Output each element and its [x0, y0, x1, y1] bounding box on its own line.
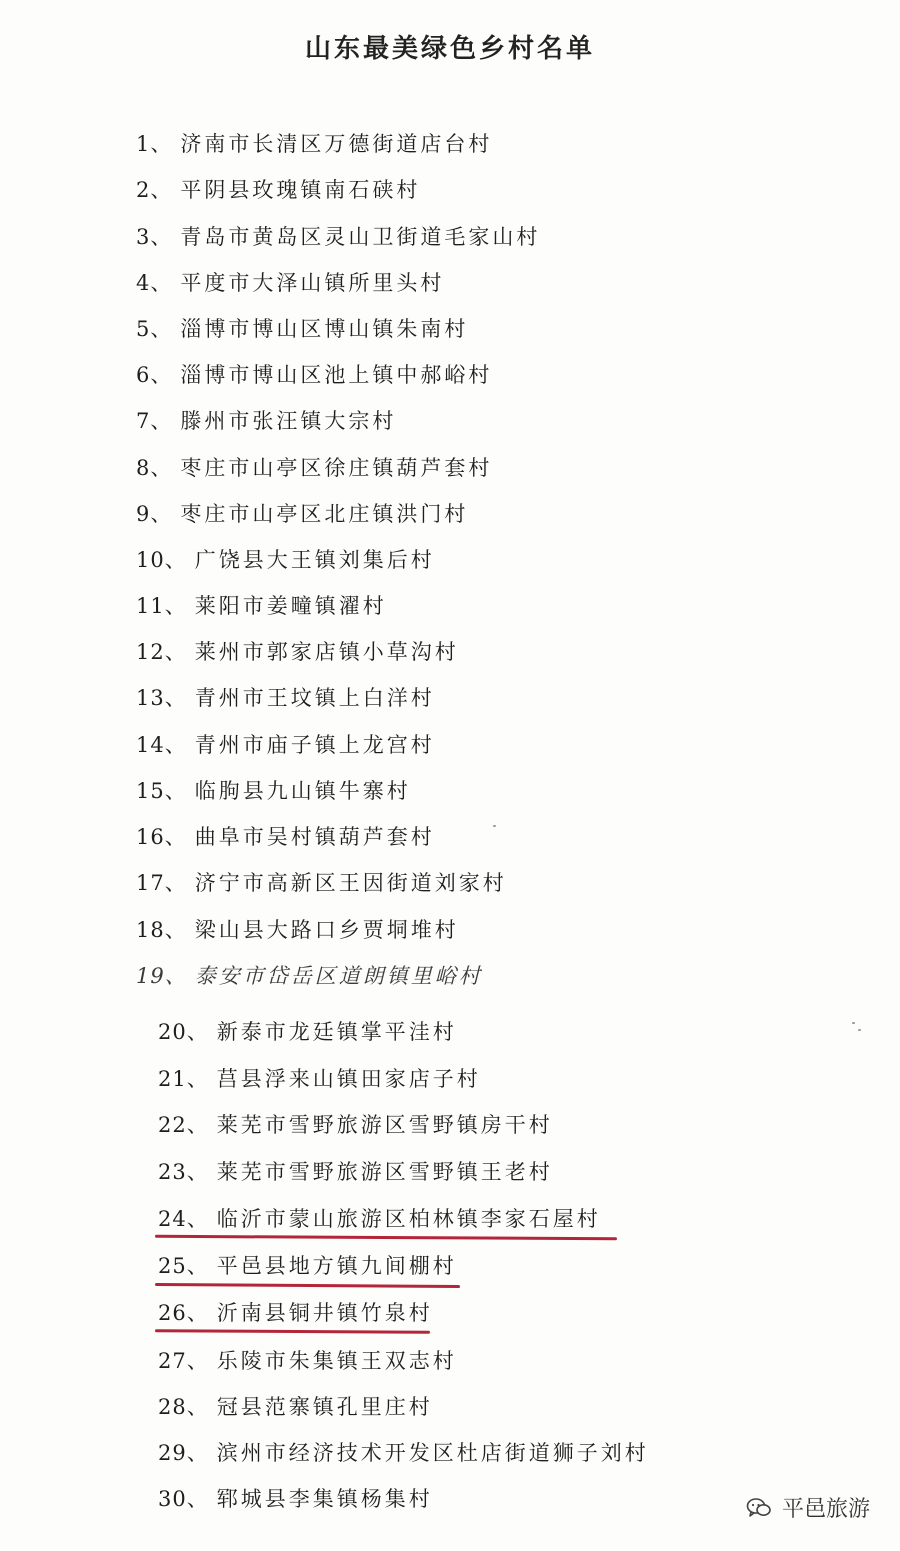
item-separator: 、: [164, 871, 189, 895]
item-name: 莱芜市雪野旅游区雪野镇王老村: [216, 1160, 553, 1184]
item-separator: 、: [186, 1113, 211, 1137]
item-separator: 、: [150, 317, 175, 341]
item-name: 平度市大泽山镇所里头村: [180, 271, 445, 295]
item-separator: 、: [150, 456, 175, 480]
item-number: 18: [136, 918, 165, 942]
item-name: 冠县范寨镇孔里庄村: [216, 1395, 433, 1419]
item-number: 26: [158, 1301, 187, 1325]
item-separator: 、: [150, 271, 175, 295]
item-separator: 、: [164, 825, 189, 849]
item-number: 13: [136, 686, 165, 710]
item-name: 青州市庙子镇上龙宫村: [194, 733, 435, 757]
list-item: [136, 866, 507, 900]
item-separator: 、: [186, 1395, 211, 1419]
list-item: [136, 404, 396, 438]
list-item: [136, 127, 492, 161]
item-number: 1: [136, 132, 151, 156]
list-item: [158, 1108, 553, 1142]
list-item: [158, 1202, 601, 1236]
scan-speck: [493, 825, 496, 827]
list-item: [158, 1249, 457, 1283]
item-number: 3: [136, 225, 151, 249]
item-number: 9: [136, 502, 151, 526]
item-name: 乐陵市朱集镇王双志村: [216, 1349, 457, 1373]
item-number: 12: [136, 640, 165, 664]
item-name: 郓城县李集镇杨集村: [216, 1487, 433, 1511]
item-number: 4: [136, 271, 151, 295]
item-number: 10: [136, 548, 165, 572]
list-item: [158, 1296, 433, 1330]
item-separator: 、: [150, 502, 175, 526]
item-separator: 、: [186, 1207, 211, 1231]
item-number: 23: [158, 1160, 187, 1184]
item-number: 28: [158, 1395, 187, 1419]
item-separator: 、: [150, 363, 175, 387]
item-name: 济南市长清区万德街道店台村: [180, 132, 493, 156]
item-separator: 、: [186, 1441, 211, 1465]
wechat-icon: [746, 1497, 772, 1519]
item-separator: 、: [164, 964, 189, 988]
item-name: 临沂市蒙山旅游区柏林镇李家石屋村: [216, 1207, 601, 1231]
list-item: [136, 589, 387, 623]
item-separator: 、: [186, 1301, 211, 1325]
item-number: 25: [158, 1254, 187, 1278]
list-item: [136, 774, 411, 808]
item-separator: 、: [186, 1254, 211, 1278]
list-item: [136, 497, 468, 531]
item-name: 梁山县大路口乡贾垌堆村: [194, 918, 459, 942]
item-name: 淄博市博山区池上镇中郝峪村: [180, 363, 493, 387]
item-separator: 、: [164, 779, 189, 803]
list-item: [136, 820, 435, 854]
item-number: 30: [158, 1487, 187, 1511]
item-name: 莱阳市姜疃镇濯村: [194, 594, 387, 618]
scan-speck: [852, 1022, 855, 1024]
document-title: 山东最美绿色乡村名单: [304, 34, 595, 64]
list-item: [158, 1155, 553, 1189]
item-name: 枣庄市山亭区徐庄镇葫芦套村: [180, 456, 493, 480]
list-item: [136, 358, 492, 392]
list-item: [158, 1344, 457, 1378]
list-item: [136, 543, 435, 577]
item-separator: 、: [164, 686, 189, 710]
list-item: [158, 1015, 457, 1049]
item-name: 广饶县大王镇刘集后村: [194, 548, 435, 572]
item-separator: 、: [186, 1349, 211, 1373]
list-item: [158, 1482, 433, 1516]
item-number: 7: [136, 409, 151, 433]
item-number: 27: [158, 1349, 187, 1373]
list-item: [158, 1390, 433, 1424]
item-name: 莱芜市雪野旅游区雪野镇房干村: [216, 1113, 553, 1137]
list-item: [136, 913, 459, 947]
item-name: 济宁市高新区王因街道刘家村: [194, 871, 507, 895]
list-item: [136, 451, 492, 485]
item-number: 8: [136, 456, 151, 480]
item-name: 临朐县九山镇牛寨村: [194, 779, 411, 803]
item-separator: 、: [150, 409, 175, 433]
item-name: 青州市王坟镇上白洋村: [194, 686, 435, 710]
item-separator: 、: [150, 225, 175, 249]
item-name: 平阴县玫瑰镇南石硖村: [180, 178, 421, 202]
item-number: 6: [136, 363, 151, 387]
item-name: 青岛市黄岛区灵山卫街道毛家山村: [180, 225, 541, 249]
item-separator: 、: [186, 1020, 211, 1044]
item-number: 16: [136, 825, 165, 849]
item-separator: 、: [186, 1067, 211, 1091]
item-name: 沂南县铜井镇竹泉村: [216, 1301, 433, 1325]
list-item: [136, 635, 459, 669]
item-name: 枣庄市山亭区北庄镇洪门村: [180, 502, 469, 526]
item-separator: 、: [164, 548, 189, 572]
item-name: 淄博市博山区博山镇朱南村: [180, 317, 469, 341]
list-item: [136, 266, 444, 300]
item-separator: 、: [186, 1487, 211, 1511]
item-name: 新泰市龙廷镇掌平洼村: [216, 1020, 457, 1044]
item-number: 20: [158, 1020, 187, 1044]
item-separator: 、: [150, 178, 175, 202]
item-separator: 、: [186, 1160, 211, 1184]
item-name: 滕州市张汪镇大宗村: [180, 409, 397, 433]
list-item: [136, 959, 483, 993]
list-item: [136, 312, 468, 346]
item-number: 2: [136, 178, 151, 202]
item-number: 17: [136, 871, 165, 895]
list-item: [136, 173, 420, 207]
list-item: [158, 1436, 649, 1470]
scan-speck: [858, 1029, 861, 1031]
item-separator: 、: [164, 594, 189, 618]
item-number: 11: [136, 594, 165, 618]
item-number: 29: [158, 1441, 187, 1465]
item-name: 滨州市经济技术开发区杜店街道狮子刘村: [216, 1441, 649, 1465]
item-number: 15: [136, 779, 165, 803]
item-separator: 、: [164, 733, 189, 757]
item-name: 泰安市岱岳区道朗镇里峪村: [194, 964, 483, 988]
item-name: 莒县浮来山镇田家店子村: [216, 1067, 481, 1091]
list-item: [136, 220, 540, 254]
item-number: 21: [158, 1067, 187, 1091]
list-item: [136, 681, 435, 715]
item-number: 22: [158, 1113, 187, 1137]
watermark: [746, 1492, 870, 1523]
item-name: 平邑县地方镇九间棚村: [216, 1254, 457, 1278]
item-number: 24: [158, 1207, 187, 1231]
watermark-text: 平邑旅游: [781, 1497, 870, 1522]
list-item: [158, 1062, 481, 1096]
item-name: 莱州市郭家店镇小草沟村: [194, 640, 459, 664]
item-separator: 、: [150, 132, 175, 156]
list-item: [136, 728, 435, 762]
item-number: 14: [136, 733, 165, 757]
item-separator: 、: [164, 918, 189, 942]
item-separator: 、: [164, 640, 189, 664]
item-name: 曲阜市吴村镇葫芦套村: [194, 825, 435, 849]
item-number: 19: [136, 964, 165, 988]
item-number: 5: [136, 317, 151, 341]
